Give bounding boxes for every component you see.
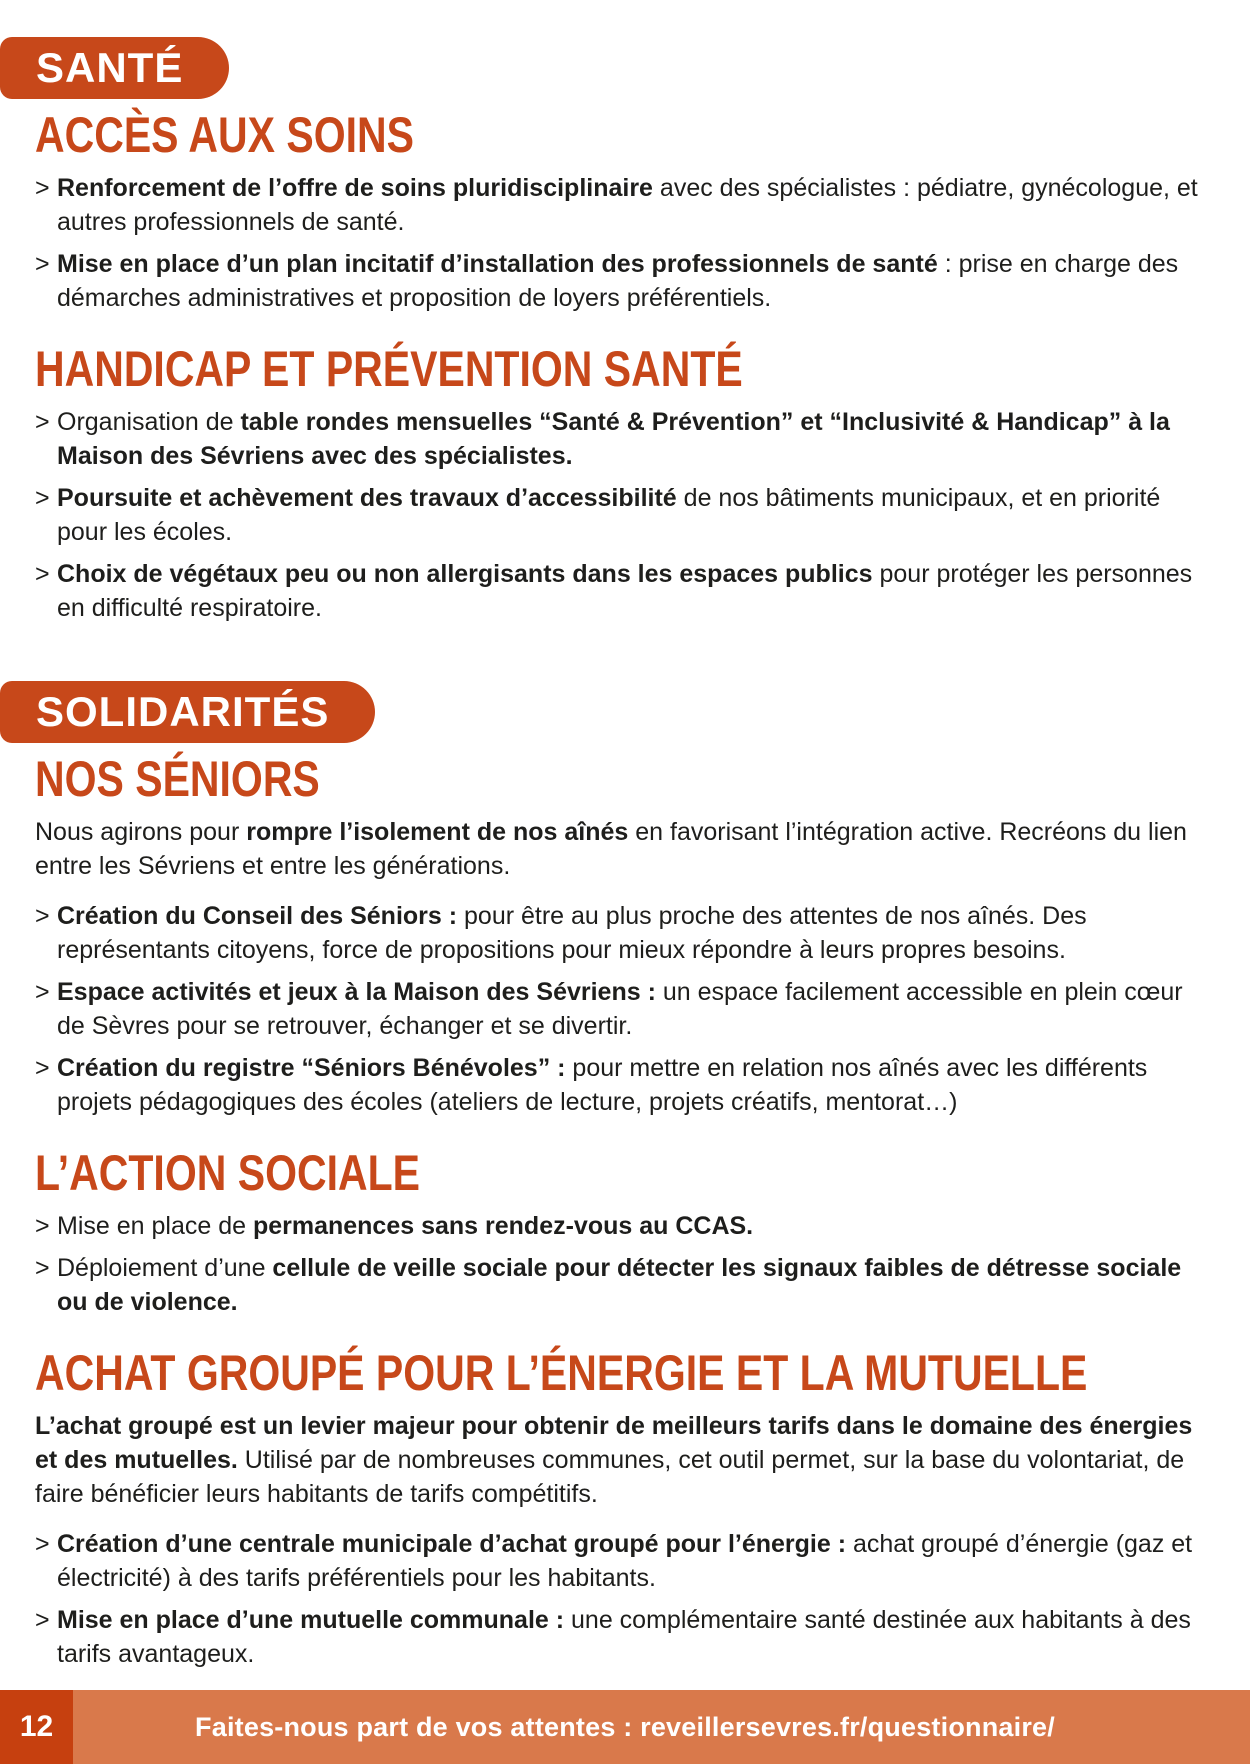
text-run: pour être au plus proche des attentes de nos aînés. Des représentants citoyens, force de propositions pour mieux répondre à leurs propres besoins. <box>57 902 1087 964</box>
chevron-marker: > <box>35 1254 50 1282</box>
chevron-marker: > <box>35 408 50 436</box>
section-heading <box>35 1145 1212 1201</box>
bullet-text <box>57 1254 1181 1316</box>
section-heading-text: HANDICAP ET PRÉVENTION SANTÉ <box>35 341 743 397</box>
text-run: un espace facilement accessible en plein cœur de Sèvres pour se retrouver, échanger et se divertir. <box>57 978 1183 1040</box>
bullet-text <box>57 484 1160 546</box>
chevron-marker: > <box>35 174 50 202</box>
section-heading <box>35 107 1212 163</box>
bold-text-run: L’achat groupé est un levier majeur pour obtenir de meilleurs tarifs dans le domaine des énergies et des mutuelles. <box>35 1412 1193 1474</box>
bold-text-run: Création du Conseil des Séniors : <box>57 902 458 930</box>
section-heading-text: ACHAT GROUPÉ POUR L’ÉNERGIE ET LA MUTUELLE <box>35 1345 1088 1401</box>
category-badge <box>0 681 375 743</box>
bullet-text <box>57 978 1183 1040</box>
category-badge-label: SOLIDARITÉS <box>36 688 330 735</box>
text-run: pour protéger les personnes en difficulté respiratoire. <box>57 560 1193 622</box>
bullet-list <box>35 899 1212 1119</box>
bullet-item <box>35 557 1212 625</box>
section-heading-text: L’ACTION SOCIALE <box>35 1145 420 1201</box>
text-run: une complémentaire santé destinée aux habitants à des tarifs avantageux. <box>57 1606 1191 1668</box>
bullet-item <box>35 405 1212 473</box>
section-heading-text: NOS SÉNIORS <box>35 751 320 807</box>
bold-text-run: cellule de veille sociale pour détecter les signaux faibles de détresse sociale ou de violence. <box>57 1254 1182 1316</box>
chevron-marker: > <box>35 1054 50 1082</box>
footer-bar <box>0 1690 1250 1764</box>
bullet-text <box>57 560 1192 622</box>
bullet-item <box>35 899 1212 967</box>
bullet-item <box>35 975 1212 1043</box>
text-run: avec des spécialistes : pédiatre, gynécologue, et autres professionnels de santé. <box>57 174 1198 236</box>
bullet-item <box>35 481 1212 549</box>
text-run: en favorisant l’intégration active. Recréons du lien entre les Sévriens et entre les générations. <box>35 818 1187 880</box>
section-heading <box>35 1345 1212 1401</box>
text-run: pour mettre en relation nos aînés avec les différents projets pédagogiques des écoles (ateliers de lecture, projets créatifs, mentorat…) <box>57 1054 1148 1116</box>
bold-text-run: Renforcement de l’offre de soins pluridisciplinaire <box>57 174 653 202</box>
bullet-list <box>35 1209 1212 1319</box>
page-number: 12 <box>19 1710 54 1743</box>
bold-text-run: table rondes mensuelles “Santé & Prévention” et “Inclusivité & Handicap” à la Maison des Sévriens avec des spécialistes. <box>57 408 1170 470</box>
bold-text-run: Poursuite et achèvement des travaux d’accessibilité <box>57 484 677 512</box>
bullet-text <box>57 1212 753 1240</box>
chevron-marker: > <box>35 902 50 930</box>
text-run: achat groupé d’énergie (gaz et électricité) à des tarifs préférentiels pour les habitants. <box>57 1530 1193 1592</box>
bullet-item <box>35 1603 1212 1671</box>
bold-text-run: Espace activités et jeux à la Maison des Sévriens : <box>57 978 656 1006</box>
bullet-list <box>35 405 1212 625</box>
bullet-text <box>57 250 1178 312</box>
bullet-text <box>57 1606 1191 1668</box>
text-run: Utilisé par de nombreuses communes, cet outil permet, sur la base du volontariat, de faire bénéficier leurs habitants de tarifs compétitifs. <box>35 1446 1185 1508</box>
chevron-marker: > <box>35 250 50 278</box>
bold-text-run: Création d’une centrale municipale d’achat groupé pour l’énergie : <box>57 1530 847 1558</box>
category-badge <box>0 37 229 99</box>
bullet-list <box>35 1527 1212 1671</box>
bullet-item <box>35 1251 1212 1319</box>
bullet-text <box>57 1530 1192 1592</box>
bold-text-run: permanences sans rendez-vous au CCAS. <box>252 1212 754 1240</box>
section-intro <box>35 815 1212 883</box>
bullet-item <box>35 1051 1212 1119</box>
chevron-marker: > <box>35 1530 50 1558</box>
bullet-item <box>35 247 1212 315</box>
chevron-marker: > <box>35 560 50 588</box>
section-intro <box>35 1409 1212 1511</box>
bullet-text <box>57 408 1170 470</box>
bold-text-run: rompre l’isolement de nos aînés <box>246 818 629 846</box>
section-heading <box>35 341 1212 397</box>
text-run: Nous agirons pour <box>35 818 247 846</box>
bullet-list <box>35 171 1212 315</box>
footer-message: Faites-nous part de vos attentes : reveillersevres.fr/questionnaire/ <box>195 1711 1055 1742</box>
bullet-item <box>35 1527 1212 1595</box>
chevron-marker: > <box>35 978 50 1006</box>
bullet-text <box>57 902 1087 964</box>
text-run: de nos bâtiments municipaux, et en priorité pour les écoles. <box>57 484 1161 546</box>
bullet-text <box>57 1054 1147 1116</box>
bold-text-run: Mise en place d’un plan incitatif d’installation des professionnels de santé <box>57 250 938 278</box>
text-run: Mise en place de <box>57 1212 253 1240</box>
bold-text-run: Choix de végétaux peu ou non allergisants dans les espaces publics <box>57 560 873 588</box>
text-run: : prise en charge des démarches administratives et proposition de loyers préférentiels. <box>57 250 1179 312</box>
chevron-marker: > <box>35 484 50 512</box>
bold-text-run: Création du registre “Séniors Bénévoles” : <box>57 1054 566 1082</box>
bullet-item <box>35 171 1212 239</box>
bullet-text <box>57 174 1198 236</box>
section-heading-text: ACCÈS AUX SOINS <box>35 107 414 163</box>
chevron-marker: > <box>35 1606 50 1634</box>
text-run: Déploiement d’une <box>57 1254 273 1282</box>
text-run: Organisation de <box>57 408 241 436</box>
category-badge-label: SANTÉ <box>36 44 184 91</box>
section-heading <box>35 751 1212 807</box>
chevron-marker: > <box>35 1212 50 1240</box>
bullet-item <box>35 1209 1212 1243</box>
bold-text-run: Mise en place d’une mutuelle communale : <box>57 1606 565 1634</box>
